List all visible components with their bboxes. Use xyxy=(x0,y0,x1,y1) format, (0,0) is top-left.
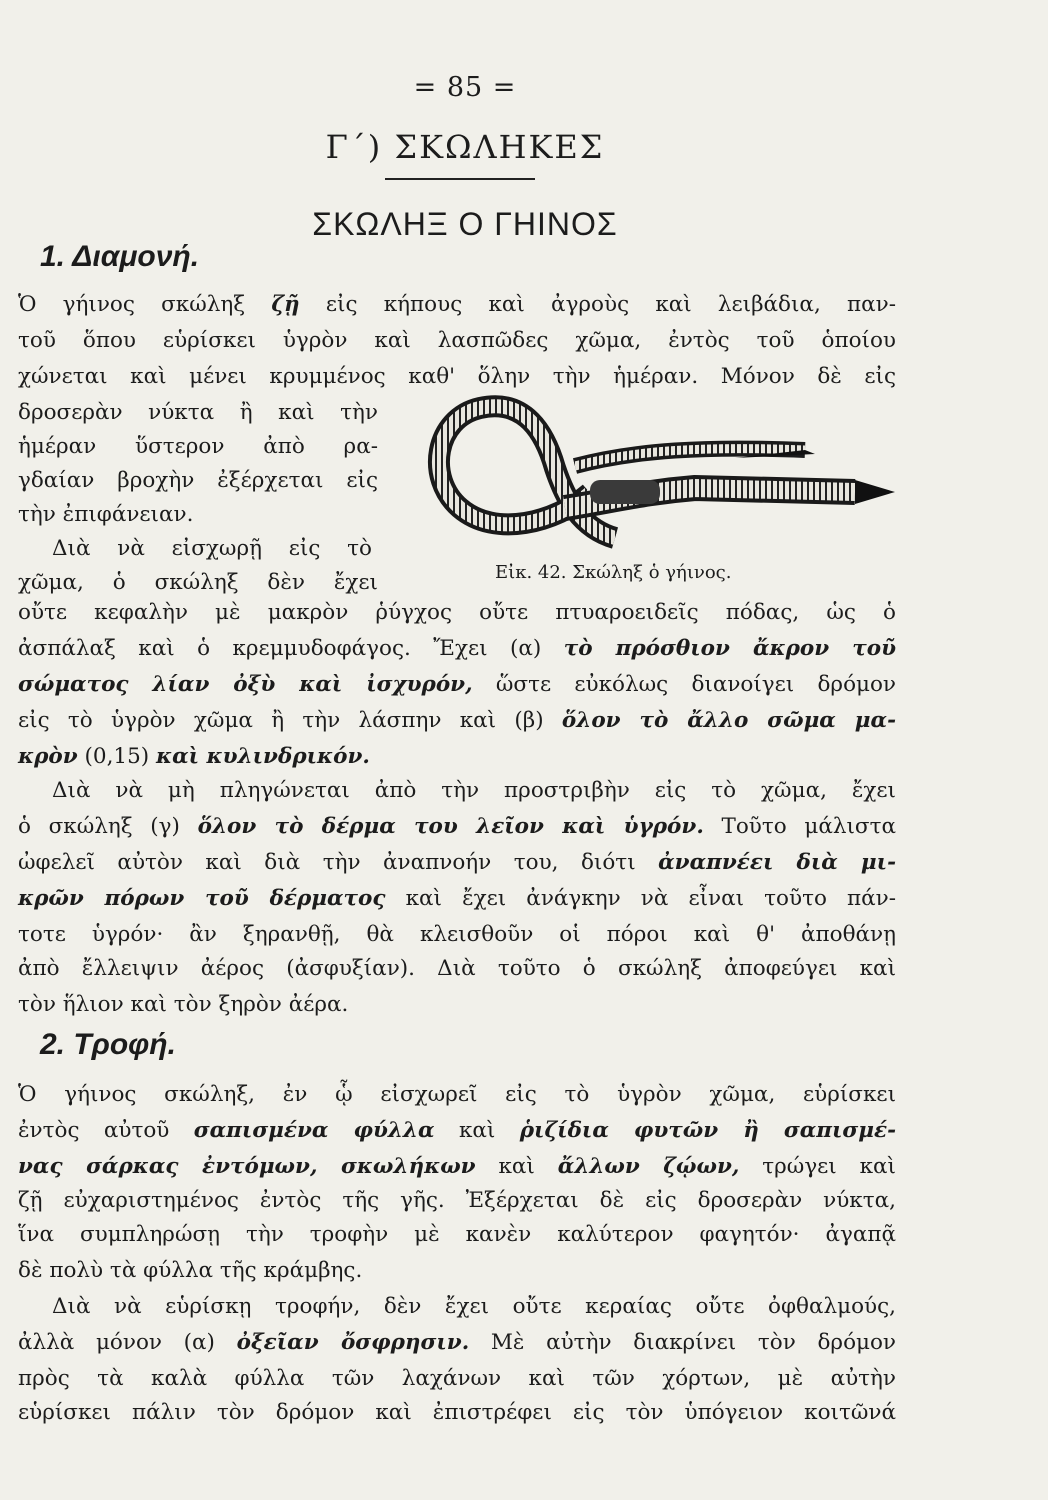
chapter-title: Γ΄) ΣΚΩΛΗΚΕΣ xyxy=(325,128,605,166)
s1-line-7: τὴν ἐπιφάνειαν. xyxy=(18,502,194,527)
page-number: = 85 = xyxy=(413,72,517,103)
s2-line-7: Διὰ νὰ εὑρίσκῃ τροφήν, δὲν ἔχει οὔτε κεραίας οὔτε ὀφθαλμούς, xyxy=(52,1294,896,1319)
s2-line-1: Ὁ γήινος σκώληξ, ἐν ᾧ εἰσχωρεῖ εἰς τὸ ὑγρὸν χῶμα, εὑρίσκει xyxy=(18,1082,896,1107)
section-2-heading: 2. Τροφή. xyxy=(40,1028,176,1061)
s2-line-3: νας σάρκας ἐντόμων, σκωλήκων καὶ ἄλλων ζῴων, τρώγει καὶ xyxy=(18,1154,896,1179)
s1-line-4: δροσερὰν νύκτα ἢ καὶ τὴν xyxy=(18,400,378,425)
s2-line-9: πρὸς τὰ καλὰ φύλλα τῶν λαχάνων καὶ τῶν χόρτων, μὲ αὐτὴν xyxy=(18,1366,896,1391)
s1-line-3: χώνεται καὶ μένει κρυμμένος καθ' ὅλην τὴν ἡμέραν. Μόνον δὲ εἰς xyxy=(18,364,896,389)
s1-line-18: κρῶν πόρων τοῦ δέρματος καὶ ἔχει ἀνάγκην νὰ εἶναι τοῦτο πάν- xyxy=(18,886,896,911)
s2-line-8: ἀλλὰ μόνον (α) ὀξεῖαν ὄσφρησιν. Μὲ αὐτὴν διακρίνει τὸν δρόμον xyxy=(18,1330,896,1355)
s1-line-21: τὸν ἥλιον καὶ τὸν ξηρὸν ἀέρα. xyxy=(18,992,349,1017)
s1-line-11: ἀσπάλαξ καὶ ὁ κρεμμυδοφάγος. Ἔχει (α) τὸ πρόσθιον ἄκρον τοῦ xyxy=(18,636,896,661)
s1-line-12: σώματος λίαν ὀξὺ καὶ ἰσχυρόν, ὥστε εὐκόλως διανοίγει δρόμον xyxy=(18,672,896,697)
s1-line-6: γδαίαν βροχὴν ἐξέρχεται εἰς xyxy=(18,468,378,493)
s1-line-19: τοτε ὑγρόν· ἂν ξηρανθῇ, θὰ κλεισθοῦν οἱ πόροι καὶ θ' ἀποθάνῃ xyxy=(18,922,896,947)
s1-line-10: οὔτε κεφαλὴν μὲ μακρὸν ῥύγχος οὔτε πτυαροειδεῖς πόδας, ὡς ὁ xyxy=(18,600,896,625)
s1-line-20: ἀπὸ ἔλλειψιν ἀέρος (ἀσφυξίαν). Διὰ τοῦτο ὁ σκώληξ ἀποφεύγει καὶ xyxy=(18,956,896,981)
s1-line-16: ὁ σκώληξ (γ) ὅλον τὸ δέρμα του λεῖον καὶ ὑγρόν. Τοῦτο μάλιστα xyxy=(18,814,896,839)
s1-line-1: Ὁ γήινος σκώληξ ζῇ εἰς κήπους καὶ ἀγροὺς καὶ λειβάδια, παν- xyxy=(18,292,896,317)
s2-line-5: ἵνα συμπληρώσῃ τὴν τροφὴν μὲ κανὲν καλύτερον φαγητόν· ἀγαπᾷ xyxy=(18,1222,896,1247)
title-rule xyxy=(385,178,535,180)
earthworm-illustration xyxy=(405,388,895,568)
section-1-heading: 1. Διαμονή. xyxy=(40,240,200,273)
figure-caption: Εἰκ. 42. Σκώληξ ὁ γήινος. xyxy=(495,562,732,583)
s2-line-2: ἐντὸς αὐτοῦ σαπισμένα φύλλα καὶ ῥιζίδια φυτῶν ἢ σαπισμέ- xyxy=(18,1118,896,1143)
subtitle: ΣΚΩΛΗΞ Ο ΓΗΙΝΟΣ xyxy=(312,206,618,242)
s1-line-17: ὠφελεῖ αὐτὸν καὶ διὰ τὴν ἀναπνοήν του, διότι ἀναπνέει διὰ μι- xyxy=(18,850,896,875)
s1-line-8: Διὰ νὰ εἰσχωρῇ εἰς τὸ xyxy=(52,536,372,561)
s1-line-14: κρὸν (0,15) καὶ κυλινδρικόν. xyxy=(18,744,370,769)
s1-line-9: χῶμα, ὁ σκώληξ δὲν ἔχει xyxy=(18,570,378,595)
s1-line-5: ἡμέραν ὕστερον ἀπὸ ρα- xyxy=(18,434,378,459)
s2-line-10: εὑρίσκει πάλιν τὸν δρόμον καὶ ἐπιστρέφει εἰς τὸν ὑπόγειον κοιτῶνά xyxy=(18,1400,896,1425)
s1-line-2: τοῦ ὅπου εὑρίσκει ὑγρὸν καὶ λασπῶδες χῶμα, ἐντὸς τοῦ ὁποίου xyxy=(18,328,896,353)
s1-line-13: εἰς τὸ ὑγρὸν χῶμα ἢ τὴν λάσπην καὶ (β) ὅλον τὸ ἄλλο σῶμα μα- xyxy=(18,708,896,733)
s2-line-4: ζῇ εὐχαριστημένος ἐντὸς τῆς γῆς. Ἐξέρχεται δὲ εἰς δροσερὰν νύκτα, xyxy=(18,1188,896,1213)
s1-line-15: Διὰ νὰ μὴ πληγώνεται ἀπὸ τὴν προστριβὴν εἰς τὸ χῶμα, ἔχει xyxy=(52,778,896,803)
s2-line-6: δὲ πολὺ τὰ φύλλα τῆς κράμβης. xyxy=(18,1258,363,1283)
